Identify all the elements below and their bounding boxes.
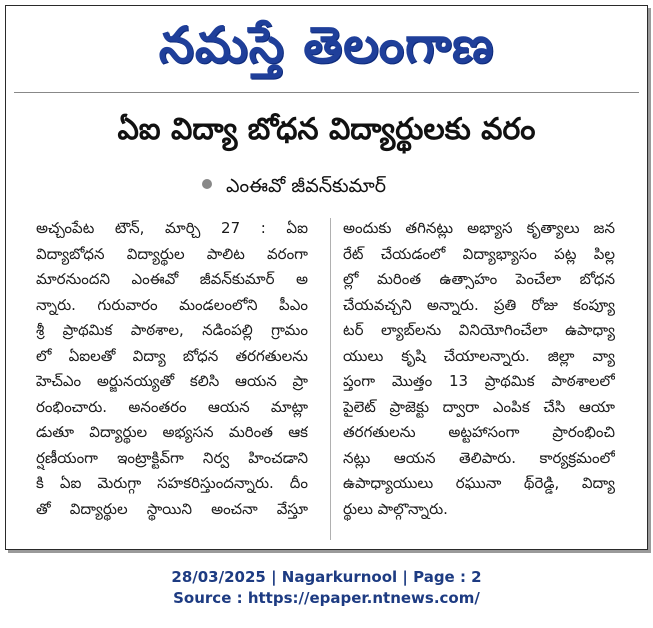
newspaper-masthead: నమస్తే తెలంగాణ bbox=[158, 16, 495, 74]
column-line: అచ్చంపేట టౌన్‌, మార్చి 27 : ఏఐ bbox=[36, 219, 308, 237]
column-line: యులు కృషి చేయాలన్నారు. జిల్లా వ్యా bbox=[343, 346, 615, 365]
footer-date-edition: 28/03/2025 | Nagarkurnool | Page : 2 bbox=[171, 568, 482, 586]
column-line: ఉపాధ్యాయులు రఘునా థ్‌రెడ్డి, విద్యా bbox=[343, 474, 615, 492]
byline-text: ఎంఈవో జీవన్‌కుమార్ bbox=[226, 175, 386, 197]
column-line: విద్యాబోధన విద్యార్థుల పాలిట వరంగా bbox=[36, 244, 308, 263]
article-headline: ఏఐ విద్యా బోధన విద్యార్థులకు వరం bbox=[117, 112, 536, 147]
article-column-1 bbox=[36, 216, 308, 522]
column-line: తో విద్యార్థుల స్థాయిని అంచనా వేస్తూ bbox=[36, 499, 308, 518]
column-line: నట్లు ఆయన తెలిపారు. కార్యక్రమంలో bbox=[343, 448, 615, 467]
column-line: టర్‌ ల్యాబ్‌లను వినియోగించేలా ఉపాధ్యా bbox=[343, 321, 615, 339]
column-line: మారనుందని ఎంఈవో జీవన్‌కుమార్‌ అ bbox=[36, 270, 308, 288]
column-line: శ్రీ ప్రాథమిక పాఠశాల, నడింపల్లి గ్రామం bbox=[36, 321, 308, 339]
footer-source: Source : https://epaper.ntnews.com/ bbox=[173, 589, 480, 607]
masthead-rule bbox=[14, 92, 639, 93]
column-line: అందుకు తగినట్లు అభ్యాస కృత్యాలు జన bbox=[343, 219, 615, 237]
article-byline bbox=[202, 173, 386, 199]
column-line: తరగతులను అట్టహాసంగా ప్రారంభించి bbox=[343, 423, 615, 441]
column-divider bbox=[330, 218, 331, 540]
column-line: లో ఏఐలతో విద్యా బోధన తరగతులను bbox=[36, 346, 308, 365]
column-line: ప్తంగా మొత్తం 13 ప్రాథమిక పాఠశాలలో bbox=[343, 372, 615, 390]
column-line: డుతూ విద్యార్థుల అభ్యసన మరింత ఆక bbox=[36, 423, 308, 441]
column-line: రేట్‌ చేయడంలో విద్యాభ్యాసం పట్ల పిల్ల bbox=[343, 244, 615, 263]
column-line: కి ఏఐ మెరుగ్గా సహకరిస్తుందన్నారు. దీం bbox=[36, 474, 308, 492]
news-clipping bbox=[5, 5, 648, 550]
column-line: రంభించారు. అనంతరం ఆయన మాట్లా bbox=[36, 397, 308, 416]
column-line: న్నారు. గురువారం మండలంలోని పీఎం bbox=[36, 295, 308, 314]
column-line: ర్థులు పాల్గొన్నారు. bbox=[343, 499, 448, 518]
bullet-icon bbox=[202, 179, 212, 189]
column-line: పైలెట్‌ ప్రాజెక్టు ద్వారా ఎంపిక చేసి ఆయా bbox=[343, 397, 615, 416]
column-line: ర్షణీయంగా ఇంట్రాక్టివ్‌గా నిర్వ హించడాని bbox=[36, 448, 308, 467]
article-column-2 bbox=[343, 216, 615, 522]
column-line: చేయవచ్చని అన్నారు. ప్రతి రోజు కంప్యూ bbox=[343, 295, 615, 314]
column-line: హెచ్‌ఎం అర్జునయ్యతో కలిసి ఆయన ప్రా bbox=[36, 372, 308, 390]
column-line: ల్లో మరింత ఉత్సాహం పెంచేలా బోధన bbox=[343, 270, 615, 288]
